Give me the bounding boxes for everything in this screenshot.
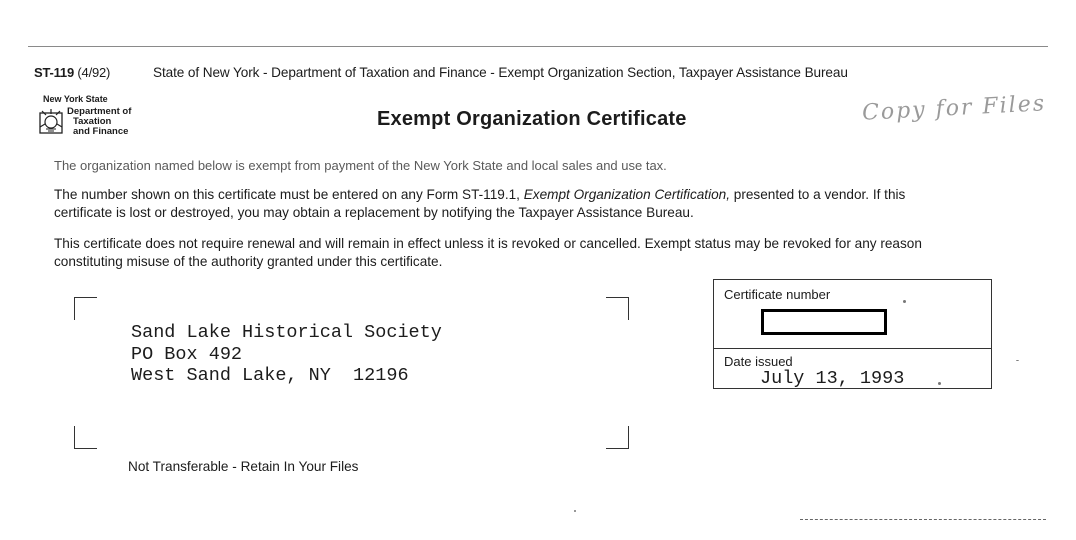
logo-dept-line: and Finance bbox=[73, 126, 129, 137]
address-window-corner bbox=[74, 426, 97, 449]
box-divider bbox=[714, 348, 991, 349]
logo-dept-line: Taxation bbox=[73, 116, 112, 127]
address-window-corner bbox=[606, 297, 629, 320]
logo-dept bbox=[67, 107, 131, 137]
agency-logo bbox=[34, 94, 159, 146]
form-reference: Exempt Organization Certification, bbox=[523, 187, 730, 202]
logo-state: New York State bbox=[43, 94, 108, 104]
agency-line: State of New York - Department of Taxation and Finance - Exempt Organization Section, Taxpayer Assistance Bureau bbox=[153, 65, 848, 80]
certificate-number-label: Certificate number bbox=[724, 287, 831, 302]
address-window-corner bbox=[74, 297, 97, 320]
form-number: ST-119 bbox=[34, 65, 74, 80]
instructions-text: The number shown on this certificate must be entered on any Form ST-119.1, bbox=[54, 187, 524, 202]
exemption-statement: The organization named below is exempt from payment of the New York State and local sales and use tax. bbox=[54, 158, 667, 173]
address-window-corner bbox=[606, 426, 629, 449]
logo-dept-line: Department of bbox=[67, 106, 132, 117]
organization-name: Sand Lake Historical Society bbox=[131, 322, 442, 343]
scan-speck bbox=[903, 300, 906, 303]
bottom-rule bbox=[800, 519, 1046, 520]
scan-speck bbox=[1016, 360, 1019, 361]
nys-seal-icon bbox=[36, 107, 66, 137]
date-issued-value: July 13, 1993 bbox=[760, 368, 905, 389]
form-id bbox=[34, 65, 110, 80]
renewal-statement: This certificate does not require renewal and will remain in effect unless it is revoked or cancelled. Exempt status may be revoked for any reason constituting misuse of the authority granted under this certificate. bbox=[54, 236, 922, 269]
organization-address bbox=[131, 322, 442, 387]
scan-speck bbox=[574, 510, 576, 512]
certificate-number-redacted bbox=[761, 309, 887, 335]
certificate-number-instructions bbox=[54, 186, 934, 222]
date-issued-label: Date issued bbox=[724, 354, 793, 369]
certificate-info-box bbox=[713, 279, 992, 389]
scan-speck bbox=[938, 382, 941, 385]
instructions-text: presented to a vendor. If this certificate is lost or destroyed, you may obtain a replacement by notifying the Taxpayer Assistance Bureau. bbox=[54, 187, 906, 220]
page-title: Exempt Organization Certificate bbox=[377, 108, 687, 130]
form-revision: (4/92) bbox=[77, 65, 111, 80]
address-line: West Sand Lake, NY 12196 bbox=[131, 365, 409, 386]
footer-note: Not Transferable - Retain In Your Files bbox=[128, 459, 359, 474]
handwritten-note: Copy for Files bbox=[861, 91, 1047, 126]
top-rule bbox=[28, 46, 1048, 47]
address-line: PO Box 492 bbox=[131, 343, 243, 365]
